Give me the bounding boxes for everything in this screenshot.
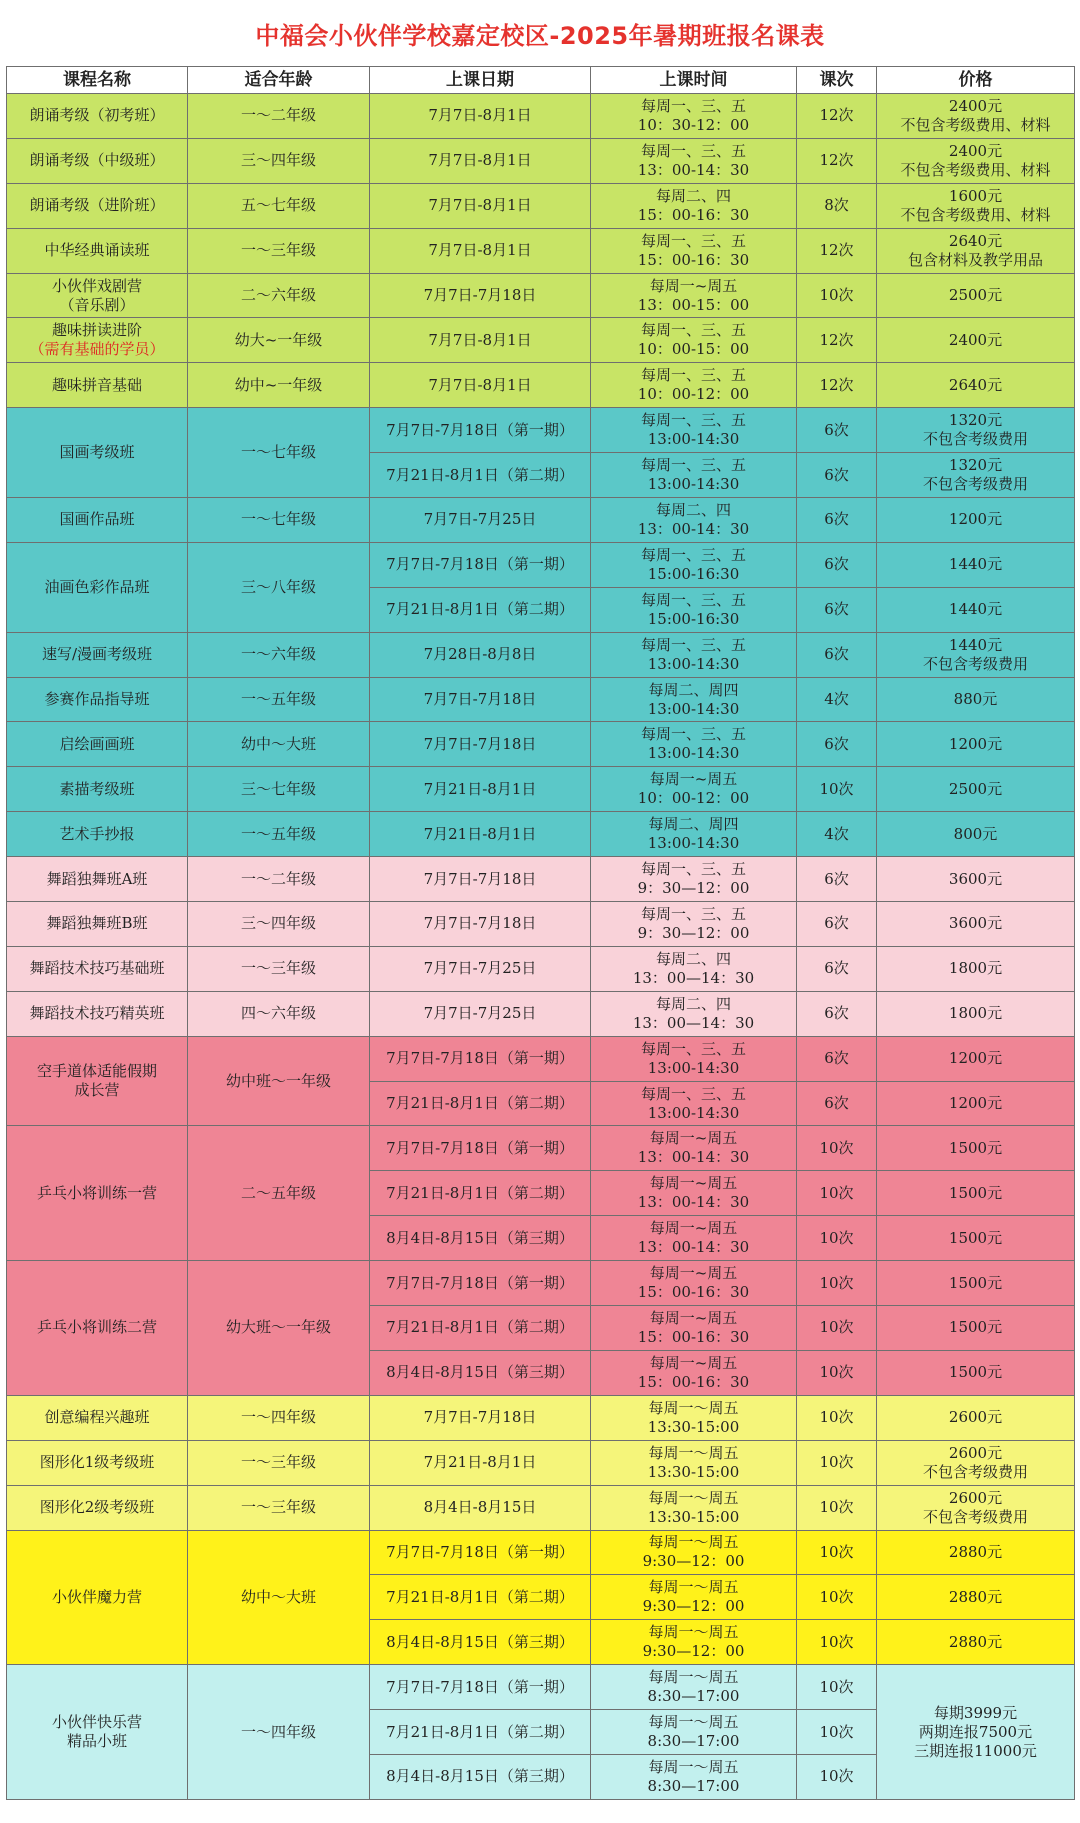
price: 1200元 — [877, 1081, 1075, 1126]
class-dates: 7月7日-8月1日 — [370, 228, 591, 273]
course-name: 朗诵考级（进阶班） — [7, 183, 188, 228]
price: 2640元 — [877, 363, 1075, 408]
class-time: 每周一～周五 8:30—17:00 — [591, 1665, 797, 1710]
class-count: 12次 — [797, 363, 877, 408]
class-dates: 7月7日-7月18日（第一期） — [370, 1036, 591, 1081]
course-name: 趣味拼音基础 — [7, 363, 188, 408]
class-dates: 7月7日-8月1日 — [370, 94, 591, 139]
class-time: 每周一～周五 8:30—17:00 — [591, 1710, 797, 1755]
class-dates: 8月4日-8月15日（第三期） — [370, 1620, 591, 1665]
table-row — [7, 812, 1075, 857]
class-dates: 7月21日-8月1日（第二期） — [370, 1575, 591, 1620]
course-name: 速写/漫画考级班 — [7, 632, 188, 677]
class-count: 6次 — [797, 857, 877, 902]
class-count: 12次 — [797, 94, 877, 139]
price: 每期3999元 两期连报7500元 三期连报11000元 — [877, 1665, 1075, 1800]
class-count: 6次 — [797, 542, 877, 587]
class-count: 10次 — [797, 1126, 877, 1171]
class-time: 每周一~周五 15：00-16：30 — [591, 1350, 797, 1395]
class-count: 6次 — [797, 408, 877, 453]
course-name: 图形化2级考级班 — [7, 1485, 188, 1530]
course-name: 国画作品班 — [7, 498, 188, 543]
page-title: 中福会小伙伴学校嘉定校区-2025年暑期班报名课表 — [255, 21, 825, 50]
class-dates: 7月7日-8月1日 — [370, 363, 591, 408]
class-count: 10次 — [797, 273, 877, 318]
price: 1500元 — [877, 1171, 1075, 1216]
class-time: 每周一、三、五 13：00-14：30 — [591, 138, 797, 183]
table-row — [7, 138, 1075, 183]
class-dates: 7月21日-8月1日 — [370, 1440, 591, 1485]
class-time: 每周二、周四 13:00-14:30 — [591, 812, 797, 857]
class-dates: 7月7日-7月18日 — [370, 857, 591, 902]
table-row — [7, 408, 1075, 453]
class-count: 6次 — [797, 946, 877, 991]
class-dates: 7月21日-8月1日（第二期） — [370, 1081, 591, 1126]
course-name: 朗诵考级（初考班） — [7, 94, 188, 139]
class-count: 6次 — [797, 991, 877, 1036]
class-count: 4次 — [797, 812, 877, 857]
class-time: 每周一、三、五 13:00-14:30 — [591, 1081, 797, 1126]
class-time: 每周一、三、五 10：30-12：00 — [591, 94, 797, 139]
course-name: 乒乓小将训练二营 — [7, 1261, 188, 1396]
header-course-name: 课程名称 — [7, 67, 188, 94]
price: 2500元 — [877, 273, 1075, 318]
age-range: 三～八年级 — [188, 542, 370, 632]
age-range: 幼中～大班 — [188, 1530, 370, 1665]
class-dates: 7月7日-7月18日（第一期） — [370, 1261, 591, 1306]
class-count: 6次 — [797, 632, 877, 677]
price: 2400元 不包含考级费用、材料 — [877, 138, 1075, 183]
class-time: 每周一～周五 13:30-15:00 — [591, 1485, 797, 1530]
class-time: 每周一~周五 13：00-14：30 — [591, 1171, 797, 1216]
table-row — [7, 363, 1075, 408]
class-time: 每周一、三、五 13:00-14:30 — [591, 722, 797, 767]
class-count: 12次 — [797, 318, 877, 363]
table-row — [7, 632, 1075, 677]
class-dates: 7月21日-8月1日（第二期） — [370, 1171, 591, 1216]
class-count: 8次 — [797, 183, 877, 228]
course-name: 参赛作品指导班 — [7, 677, 188, 722]
schedule-table — [6, 66, 1075, 1800]
price: 3600元 — [877, 902, 1075, 947]
age-range: 一～六年级 — [188, 632, 370, 677]
age-range: 幼大~一年级 — [188, 318, 370, 363]
age-range: 二～五年级 — [188, 1126, 370, 1261]
class-dates: 7月7日-7月25日 — [370, 991, 591, 1036]
class-time: 每周二、四 13：00-14：30 — [591, 498, 797, 543]
class-dates: 7月7日-8月1日 — [370, 318, 591, 363]
class-count: 10次 — [797, 767, 877, 812]
course-name: 小伙伴魔力营 — [7, 1530, 188, 1665]
class-dates: 7月21日-8月1日（第二期） — [370, 453, 591, 498]
price: 2400元 — [877, 318, 1075, 363]
table-row — [7, 946, 1075, 991]
table-row — [7, 767, 1075, 812]
age-range: 幼中班～一年级 — [188, 1036, 370, 1126]
class-time: 每周一、三、五 9：30—12：00 — [591, 857, 797, 902]
price: 2600元 不包含考级费用 — [877, 1440, 1075, 1485]
course-name: 舞蹈技术技巧精英班 — [7, 991, 188, 1036]
course-name: 国画考级班 — [7, 408, 188, 498]
age-range: 一～二年级 — [188, 857, 370, 902]
class-time: 每周一、三、五 9：30—12：00 — [591, 902, 797, 947]
course-name: 舞蹈独舞班B班 — [7, 902, 188, 947]
table-row — [7, 902, 1075, 947]
table-row — [7, 542, 1075, 587]
course-name: 朗诵考级（中级班） — [7, 138, 188, 183]
class-time: 每周一~周五 10：00-12：00 — [591, 767, 797, 812]
class-count: 10次 — [797, 1350, 877, 1395]
class-count: 6次 — [797, 587, 877, 632]
price: 800元 — [877, 812, 1075, 857]
class-dates: 7月21日-8月1日 — [370, 812, 591, 857]
class-count: 10次 — [797, 1261, 877, 1306]
course-name: 素描考级班 — [7, 767, 188, 812]
class-dates: 7月21日-8月1日（第二期） — [370, 1306, 591, 1351]
class-count: 6次 — [797, 902, 877, 947]
class-time: 每周二、四 15：00-16：30 — [591, 183, 797, 228]
class-dates: 7月7日-7月25日 — [370, 498, 591, 543]
class-time: 每周一、三、五 13:00-14:30 — [591, 1036, 797, 1081]
schedule-body — [7, 94, 1075, 1800]
class-time: 每周二、周四 13:00-14:30 — [591, 677, 797, 722]
class-dates: 7月7日-7月18日（第一期） — [370, 408, 591, 453]
class-time: 每周一、三、五 13:00-14:30 — [591, 632, 797, 677]
price: 1200元 — [877, 722, 1075, 767]
class-time: 每周一、三、五 10：00-15：00 — [591, 318, 797, 363]
course-name: 油画色彩作品班 — [7, 542, 188, 632]
course-name: 舞蹈技术技巧基础班 — [7, 946, 188, 991]
table-row — [7, 1395, 1075, 1440]
class-dates: 7月7日-7月25日 — [370, 946, 591, 991]
age-range: 一～五年级 — [188, 812, 370, 857]
class-dates: 7月7日-7月18日 — [370, 677, 591, 722]
course-name: 趣味拼读进阶 — [51, 321, 142, 340]
class-count: 12次 — [797, 138, 877, 183]
class-dates: 7月7日-8月1日 — [370, 138, 591, 183]
class-time: 每周一、三、五 15：00-16：30 — [591, 228, 797, 273]
age-range: 二～六年级 — [188, 273, 370, 318]
course-name: 图形化1级考级班 — [7, 1440, 188, 1485]
age-range: 一～三年级 — [188, 1485, 370, 1530]
class-dates: 8月4日-8月15日（第三期） — [370, 1754, 591, 1799]
class-count: 10次 — [797, 1171, 877, 1216]
price: 1440元 — [877, 542, 1075, 587]
class-time: 每周一～周五 13:30-15:00 — [591, 1440, 797, 1485]
price: 1500元 — [877, 1306, 1075, 1351]
price: 1200元 — [877, 498, 1075, 543]
class-time: 每周一～周五 9:30—12：00 — [591, 1530, 797, 1575]
class-dates: 7月7日-7月18日 — [370, 902, 591, 947]
table-row — [7, 498, 1075, 543]
class-dates: 7月7日-8月1日 — [370, 183, 591, 228]
header-age: 适合年龄 — [188, 67, 370, 94]
class-dates: 7月7日-7月18日（第一期） — [370, 1530, 591, 1575]
class-dates: 7月7日-7月18日 — [370, 1395, 591, 1440]
class-count: 10次 — [797, 1754, 877, 1799]
class-time: 每周一~周五 15：00-16：30 — [591, 1306, 797, 1351]
class-dates: 7月21日-8月1日（第二期） — [370, 1710, 591, 1755]
price: 2600元 — [877, 1395, 1075, 1440]
class-count: 6次 — [797, 1036, 877, 1081]
class-dates: 8月4日-8月15日 — [370, 1485, 591, 1530]
table-row — [7, 1036, 1075, 1081]
price: 1800元 — [877, 946, 1075, 991]
course-name: 启绘画画班 — [7, 722, 188, 767]
class-time: 每周一、三、五 10：00-12：00 — [591, 363, 797, 408]
class-time: 每周二、四 13：00—14：30 — [591, 946, 797, 991]
title-bar — [0, 0, 1080, 66]
table-row — [7, 318, 1075, 363]
course-name: 小伙伴快乐营 精品小班 — [7, 1665, 188, 1800]
class-count: 6次 — [797, 722, 877, 767]
age-range: 幼中~一年级 — [188, 363, 370, 408]
table-row — [7, 273, 1075, 318]
table-row — [7, 1530, 1075, 1575]
class-time: 每周一～周五 13:30-15:00 — [591, 1395, 797, 1440]
class-dates: 7月21日-8月1日（第二期） — [370, 587, 591, 632]
header-row — [7, 67, 1075, 94]
table-row — [7, 183, 1075, 228]
class-time: 每周一、三、五 13:00-14:30 — [591, 453, 797, 498]
class-count: 6次 — [797, 453, 877, 498]
age-range: 幼中～大班 — [188, 722, 370, 767]
course-name: 空手道体适能假期 成长营 — [7, 1036, 188, 1126]
class-time: 每周一、三、五 13:00-14:30 — [591, 408, 797, 453]
age-range: 四～六年级 — [188, 991, 370, 1036]
class-count: 10次 — [797, 1440, 877, 1485]
price: 2600元 不包含考级费用 — [877, 1485, 1075, 1530]
course-name: 小伙伴戏剧营 （音乐剧） — [7, 273, 188, 318]
price: 2880元 — [877, 1530, 1075, 1575]
age-range: 一～四年级 — [188, 1665, 370, 1800]
class-time: 每周二、四 13：00—14：30 — [591, 991, 797, 1036]
price: 2500元 — [877, 767, 1075, 812]
class-dates: 7月7日-7月18日（第一期） — [370, 1126, 591, 1171]
age-range: 三～七年级 — [188, 767, 370, 812]
price: 2880元 — [877, 1620, 1075, 1665]
class-count: 4次 — [797, 677, 877, 722]
class-dates: 8月4日-8月15日（第三期） — [370, 1350, 591, 1395]
course-name: 乒乓小将训练一营 — [7, 1126, 188, 1261]
table-row — [7, 94, 1075, 139]
class-count: 10次 — [797, 1620, 877, 1665]
header-count: 课次 — [797, 67, 877, 94]
class-dates: 7月21日-8月1日 — [370, 767, 591, 812]
table-row — [7, 1126, 1075, 1171]
table-row — [7, 677, 1075, 722]
table-row — [7, 1440, 1075, 1485]
price: 1320元 不包含考级费用 — [877, 453, 1075, 498]
price: 880元 — [877, 677, 1075, 722]
course-note: （需有基础的学员） — [29, 340, 165, 359]
course-name: 创意编程兴趣班 — [7, 1395, 188, 1440]
table-row — [7, 1261, 1075, 1306]
price: 1440元 不包含考级费用 — [877, 632, 1075, 677]
class-count: 10次 — [797, 1395, 877, 1440]
price: 1500元 — [877, 1126, 1075, 1171]
age-range: 一～二年级 — [188, 94, 370, 139]
price: 1500元 — [877, 1261, 1075, 1306]
age-range: 一～三年级 — [188, 946, 370, 991]
class-time: 每周一~周五 13：00-14：30 — [591, 1126, 797, 1171]
price: 2880元 — [877, 1575, 1075, 1620]
class-time: 每周一~周五 13：00-15：00 — [591, 273, 797, 318]
table-row — [7, 857, 1075, 902]
course-name-cell — [7, 318, 188, 363]
class-count: 10次 — [797, 1710, 877, 1755]
class-time: 每周一～周五 8:30—17:00 — [591, 1754, 797, 1799]
table-row — [7, 991, 1075, 1036]
table-row — [7, 722, 1075, 767]
schedule-table-wrapper — [6, 66, 1074, 1800]
age-range: 一～三年级 — [188, 1440, 370, 1485]
class-count: 10次 — [797, 1575, 877, 1620]
price: 3600元 — [877, 857, 1075, 902]
class-dates: 8月4日-8月15日（第三期） — [370, 1216, 591, 1261]
class-time: 每周一、三、五 15:00-16:30 — [591, 587, 797, 632]
class-time: 每周一、三、五 15:00-16:30 — [591, 542, 797, 587]
course-name: 艺术手抄报 — [7, 812, 188, 857]
course-name: 舞蹈独舞班A班 — [7, 857, 188, 902]
table-row — [7, 228, 1075, 273]
age-range: 一～四年级 — [188, 1395, 370, 1440]
class-count: 10次 — [797, 1485, 877, 1530]
class-time: 每周一~周五 15：00-16：30 — [591, 1261, 797, 1306]
header-date: 上课日期 — [370, 67, 591, 94]
class-dates: 7月7日-7月18日（第一期） — [370, 1665, 591, 1710]
age-range: 幼大班～一年级 — [188, 1261, 370, 1396]
age-range: 三～四年级 — [188, 902, 370, 947]
header-time: 上课时间 — [591, 67, 797, 94]
class-dates: 7月7日-7月18日 — [370, 722, 591, 767]
age-range: 一～三年级 — [188, 228, 370, 273]
table-row — [7, 1665, 1075, 1710]
table-row — [7, 1485, 1075, 1530]
class-dates: 7月7日-7月18日（第一期） — [370, 542, 591, 587]
age-range: 三～四年级 — [188, 138, 370, 183]
class-count: 10次 — [797, 1530, 877, 1575]
price: 2400元 不包含考级费用、材料 — [877, 94, 1075, 139]
price: 1440元 — [877, 587, 1075, 632]
class-time: 每周一～周五 9:30—12：00 — [591, 1575, 797, 1620]
age-range: 一～七年级 — [188, 408, 370, 498]
price: 1800元 — [877, 991, 1075, 1036]
price: 1320元 不包含考级费用 — [877, 408, 1075, 453]
price: 1600元 不包含考级费用、材料 — [877, 183, 1075, 228]
price: 1200元 — [877, 1036, 1075, 1081]
class-time: 每周一~周五 13：00-14：30 — [591, 1216, 797, 1261]
age-range: 一～五年级 — [188, 677, 370, 722]
class-dates: 7月7日-7月18日 — [370, 273, 591, 318]
header-price: 价格 — [877, 67, 1075, 94]
class-count: 10次 — [797, 1665, 877, 1710]
class-time: 每周一～周五 9:30—12：00 — [591, 1620, 797, 1665]
class-count: 10次 — [797, 1306, 877, 1351]
age-range: 一～七年级 — [188, 498, 370, 543]
age-range: 五～七年级 — [188, 183, 370, 228]
class-count: 6次 — [797, 1081, 877, 1126]
price: 1500元 — [877, 1350, 1075, 1395]
class-count: 6次 — [797, 498, 877, 543]
course-name: 中华经典诵读班 — [7, 228, 188, 273]
class-count: 10次 — [797, 1216, 877, 1261]
price: 2640元 包含材料及教学用品 — [877, 228, 1075, 273]
class-dates: 7月28日-8月8日 — [370, 632, 591, 677]
price: 1500元 — [877, 1216, 1075, 1261]
class-count: 12次 — [797, 228, 877, 273]
